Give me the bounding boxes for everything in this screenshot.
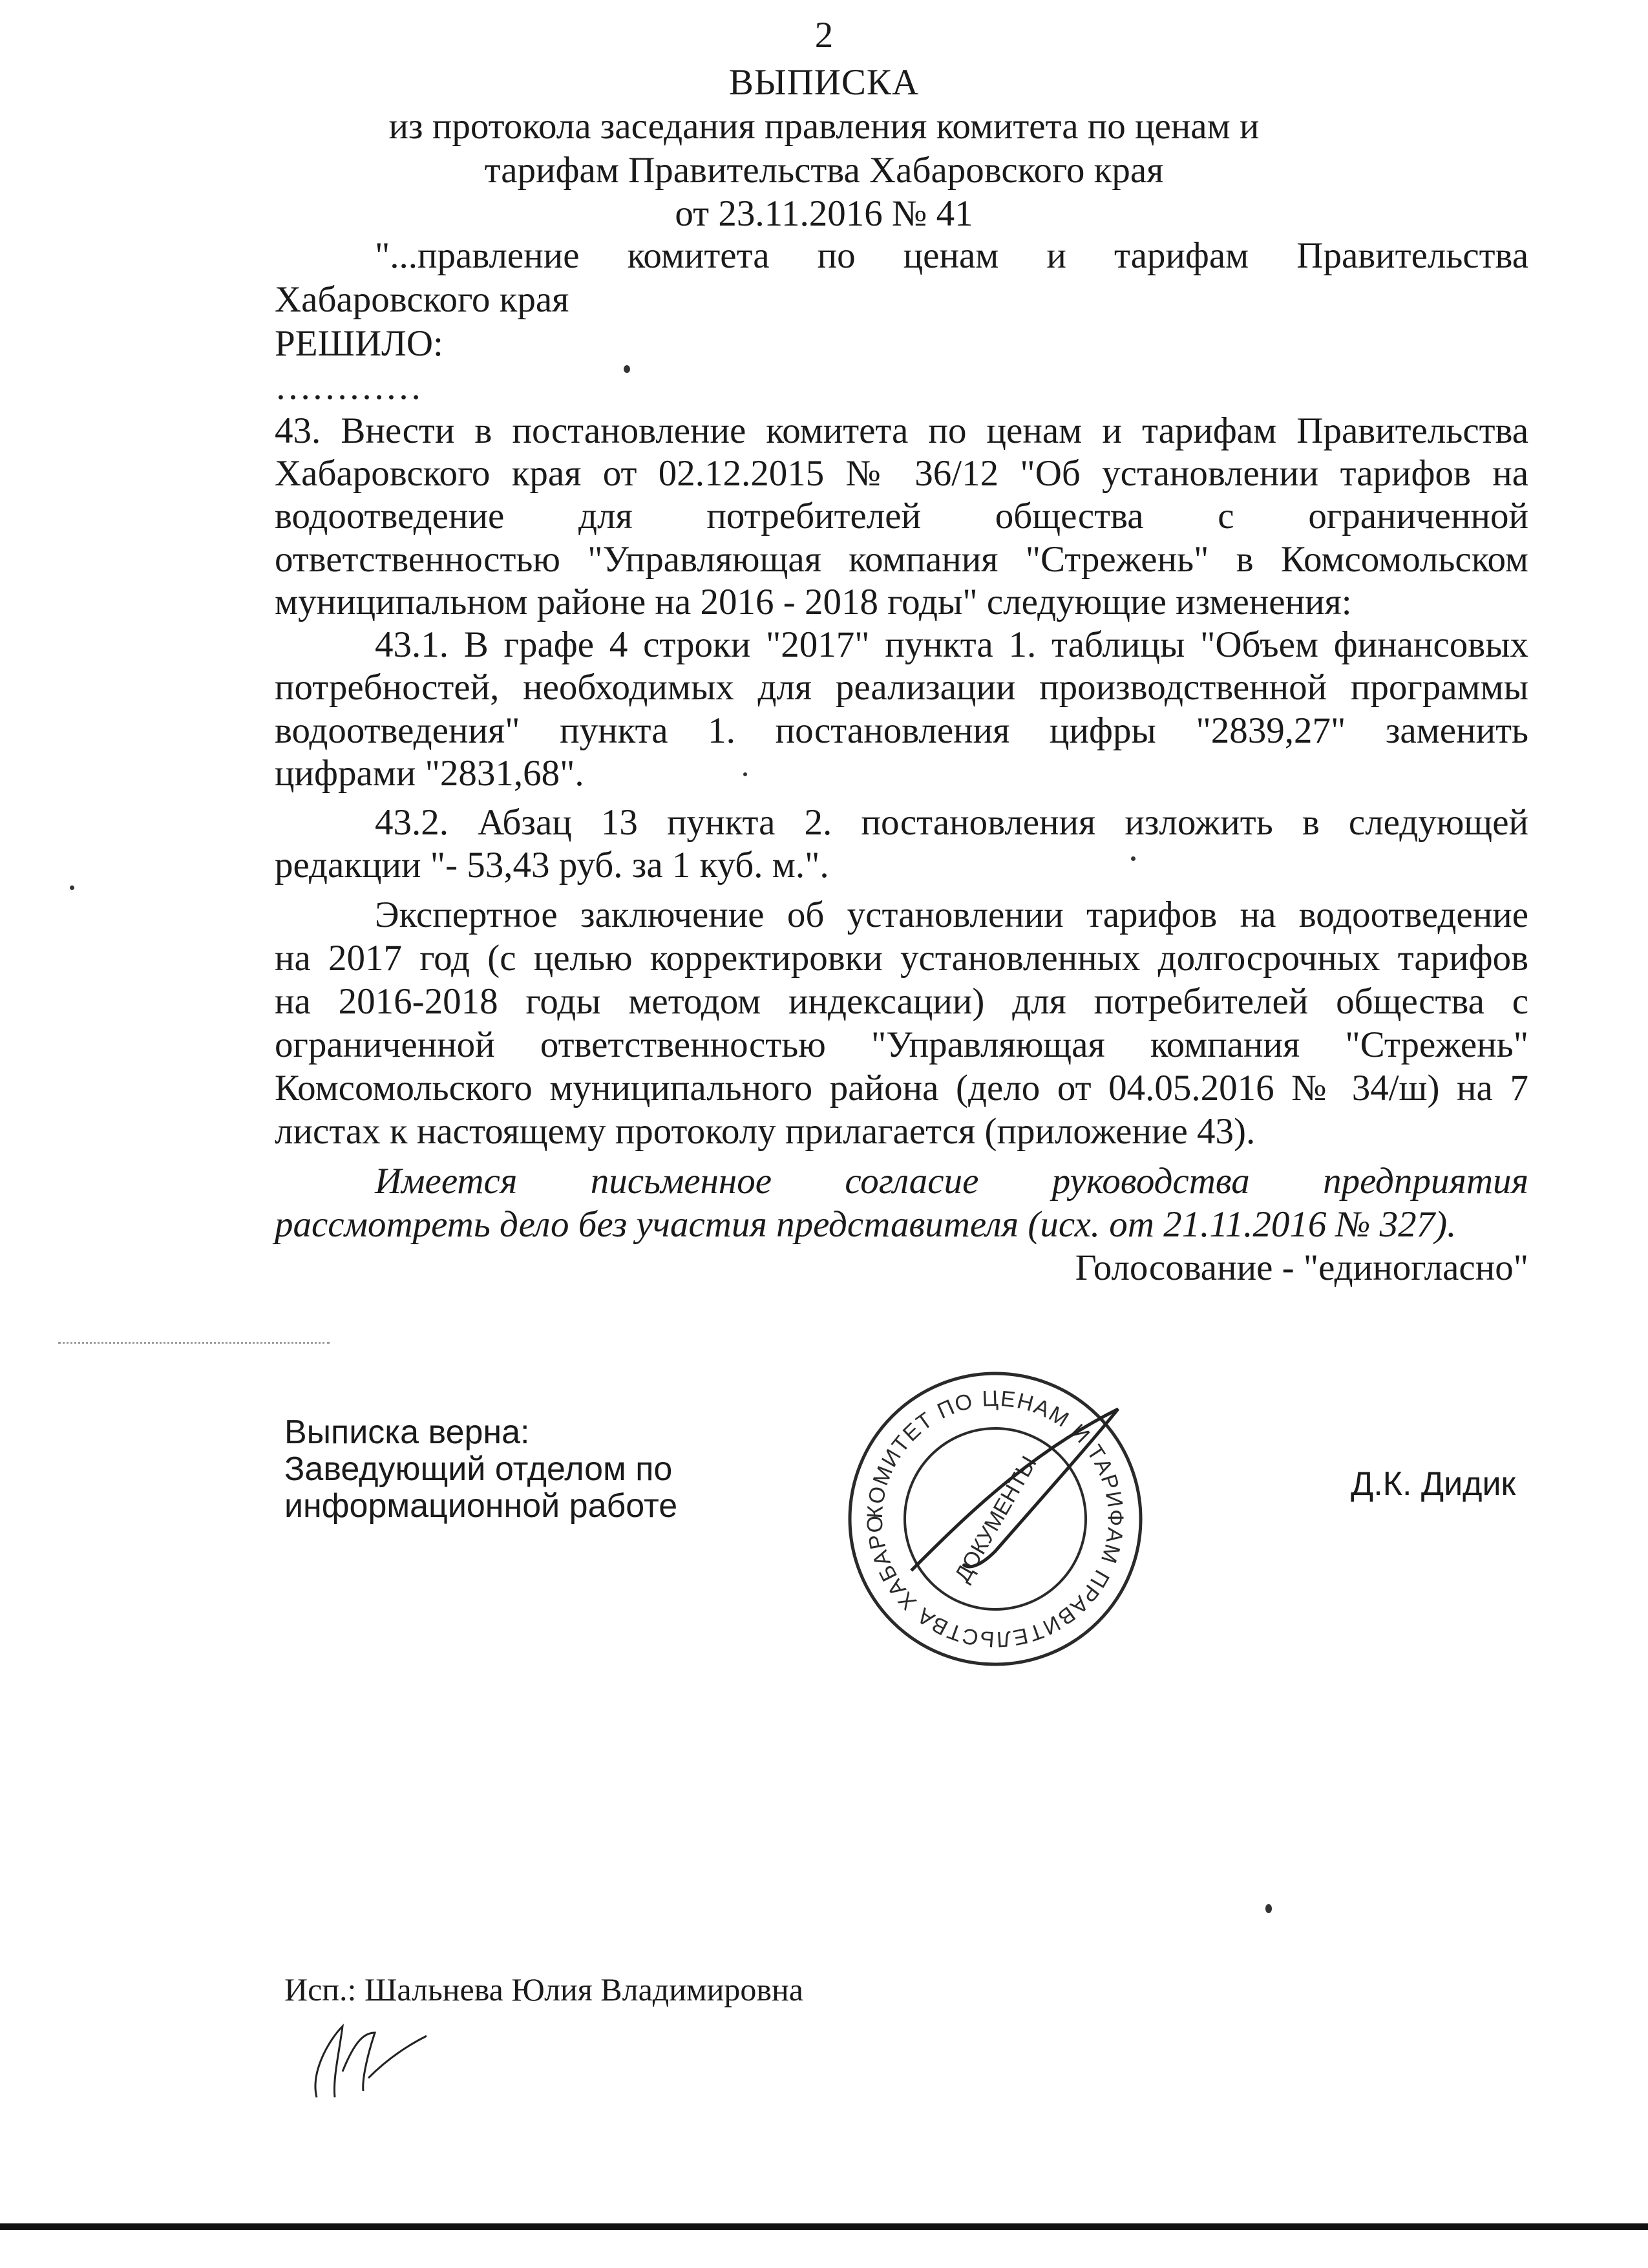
handwritten-initials-icon [304, 2013, 433, 2104]
intro-line-1: "...правление комитета по ценам и тарифам Правительства [375, 235, 1528, 276]
item-43-1-line-1: 43.1. В графе 4 строки "2017" пункта 1. таблицы "Объем финансовых [375, 624, 1528, 665]
stamp-seal-icon [834, 1357, 1157, 1680]
expert-line-1: Экспертное заключение об установлении тарифов на водоотведение [375, 895, 1528, 935]
item-43-1-line-4: цифрами "2831,68". [275, 753, 584, 794]
handwritten-signature [304, 2013, 433, 2114]
item-43-line-3: водоотведение для потребителей общества с ограниченной [275, 496, 1528, 536]
executor: Исп.: Шальнева Юлия Владимировна [284, 1971, 803, 2008]
certification-line-2: Заведующий отделом по [284, 1450, 673, 1488]
official-stamp [834, 1357, 1157, 1690]
item-43-2-line-2: редакции "- 53,43 руб. за 1 куб. м.". [275, 845, 829, 885]
speck [624, 365, 630, 373]
consent-line-2: рассмотреть дело без участия представителя (исх. от 21.11.2016 № 327). [275, 1204, 1457, 1245]
item-43-line-5: муниципальном районе на 2016 - 2018 годы" следующие изменения: [275, 582, 1352, 622]
vote-result: Голосование - "единогласно" [1075, 1247, 1528, 1288]
item-43-2-line-1: 43.2. Абзац 13 пункта 2. постановления изложить в следующей [375, 802, 1528, 843]
certification-line-3: информационной работе [284, 1487, 678, 1525]
svg-text:ДОКУМЕНТЫ: ДОКУМЕНТЫ [949, 1452, 1042, 1587]
consent-line-1: Имеется письменное согласие руководства предприятия [375, 1161, 1528, 1202]
expert-line-5: Комсомольского муниципального района (дело от 04.05.2016 № 34/ш) на 7 [275, 1068, 1528, 1108]
speck [1131, 856, 1136, 861]
faint-dotted-line [58, 1342, 330, 1344]
speck [743, 772, 747, 776]
item-43-1-line-3: водоотведения" пункта 1. постановления цифры "2839,27" заменить [275, 710, 1528, 751]
signer-name: Д.К. Дидик [1351, 1465, 1516, 1503]
item-43-1-line-2: потребностей, необходимых для реализации производственной программы [275, 667, 1528, 708]
speck [70, 885, 74, 890]
heading-line-1: из протокола заседания правления комитета по ценам и [388, 106, 1260, 147]
certification-line-1: Выписка верна: [284, 1414, 530, 1451]
expert-line-4: ограниченной ответственностью "Управляющая компания "Стрежень" [275, 1024, 1528, 1065]
svg-text:КОМИТЕТ ПО ЦЕНАМ И ТАРИФАМ ПРА: КОМИТЕТ ПО ЦЕНАМ И ТАРИФАМ ПРАВИТЕЛЬСТВА ХАБАРО [862, 1386, 1128, 1652]
document-title: ВЫПИСКА [728, 62, 920, 103]
item-43-line-1: 43. Внести в постановление комитета по ценам и тарифам Правительства [275, 410, 1528, 451]
decided-label: РЕШИЛО: [275, 323, 443, 364]
intro-line-2: Хабаровского края [275, 279, 569, 320]
expert-line-3: на 2016-2018 годы методом индексации) для потребителей общества с [275, 981, 1528, 1022]
speck [1265, 1904, 1272, 1913]
protocol-date-number: от 23.11.2016 № 41 [675, 193, 973, 234]
expert-line-2: на 2017 год (с целью корректировки установленных долгосрочных тарифов [275, 938, 1528, 979]
ellipsis: ………… [275, 366, 422, 407]
item-43-line-4: ответственностью "Управляющая компания "Стрежень" в Комсомольском [275, 539, 1528, 580]
bottom-scan-edge [0, 2223, 1648, 2230]
item-43-line-2: Хабаровского края от 02.12.2015 № 36/12 "Об установлении тарифов на [275, 453, 1528, 494]
expert-line-6: листах к настоящему протоколу прилагается (приложение 43). [275, 1111, 1256, 1152]
page-number: 2 [814, 15, 834, 56]
heading-line-2: тарифам Правительства Хабаровского края [484, 150, 1164, 191]
